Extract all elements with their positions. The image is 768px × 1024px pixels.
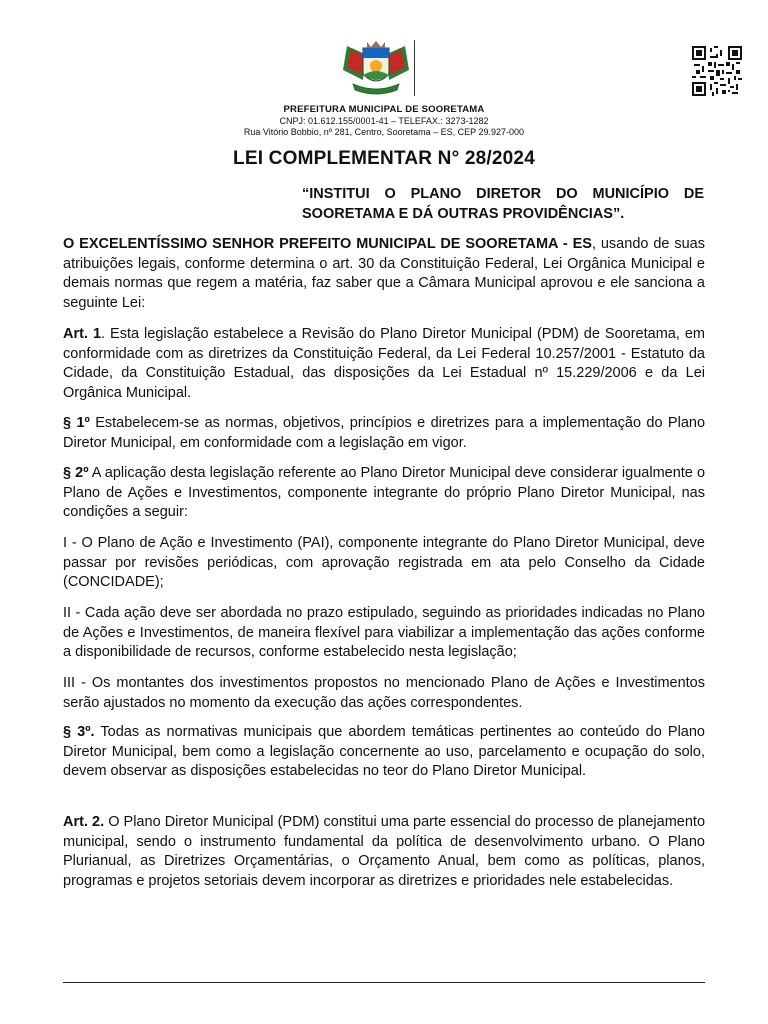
- paragraph-body: O Plano Diretor Municipal (PDM) constitui uma parte essencial do processo de planejamento municipal, sendo o instrumento fundamental da política de desenvolvimento urbano. O Plano Plurianual, as Diretrizes Orçamentárias, o Orçamento Anual, bem como as políticas, planos, programas e projetos setoriais devem incorporar as diretrizes e prioridades nele estabelecidas.: [63, 814, 706, 889]
- paragraph-lead: O EXCELENTÍSSIMO SENHOR PREFEITO MUNICIPAL DE SOORETAMA - ES: [63, 236, 592, 252]
- article-2-paragraph: [63, 813, 705, 891]
- paragraph-body: Todas as normativas municipais que abordem temáticas pertinentes ao conteúdo do Plano Diretor Municipal, bem como a legislação concernente ao uso, parcelamento e ocupação do solo, devem observar as disposições estabelecidas no teor do Plano Diretor Municipal.: [63, 724, 705, 779]
- paragraph-lead: § 1º: [63, 415, 90, 431]
- document-title: LEI COMPLEMENTAR N° 28/2024: [233, 148, 535, 169]
- qr-code-icon: [692, 46, 742, 96]
- org-name: PREFEITURA MUNICIPAL DE SOORETAMA: [283, 104, 485, 115]
- paragraph-lead: Art. 1: [63, 326, 102, 342]
- section-1-paragraph: [63, 414, 705, 453]
- item-ii-paragraph: [63, 604, 705, 663]
- paragraph-body: , usando de suas atribuições legais, conforme determina o art. 30 da Constituição Federal, Lei Orgânica Municipal e demais normas que regem a matéria, faz saber que a Câmara Municipal aprovou e ele sanciona a seguinte Lei:: [63, 236, 705, 311]
- paragraph-body: I - O Plano de Ação e Investimento (PAI), componente integrante do Plano Diretor Municipal, deve passar por revisões periódicas, com aprovação registrada em ata pelo Conselho da Cidade (CONCIDADE);: [63, 535, 705, 590]
- section-2-paragraph: [63, 464, 705, 523]
- paragraph-body: . Esta legislação estabelece a Revisão do Plano Diretor Municipal (PDM) de Sooretama, em conformidade com as diretrizes da Constituição Federal, da Lei Federal 10.257/2001 - Estatuto da Cidade, da Constituição Estadual, das disposições da Lei Estadual nº 15.229/2006 e da Lei Orgânica Municipal.: [63, 326, 705, 401]
- coat-of-arms-icon: [337, 40, 415, 96]
- paragraph-lead: § 3º.: [63, 724, 95, 740]
- paragraph-lead: § 2º: [63, 465, 89, 481]
- footer-divider: [63, 982, 705, 983]
- law-summary: “INSTITUI O PLANO DIRETOR DO MUNICÍPIO DE SOORETAMA E DÁ OUTRAS PROVIDÊNCIAS”.: [302, 186, 704, 222]
- item-i-paragraph: [63, 534, 705, 593]
- paragraph-lead: Art. 2.: [63, 814, 105, 830]
- paragraph-body: II - Cada ação deve ser abordada no prazo estipulado, seguindo as prioridades indicadas no Plano de Ações e Investimentos, de maneira flexível para viabilizar a implementação das ações conforme a disponibilidade de recursos, conforme estabelecido nesta legislação;: [63, 605, 705, 660]
- section-3-paragraph: [63, 723, 705, 782]
- item-iii-paragraph: [63, 674, 705, 713]
- paragraph-body: Estabelecem-se as normas, objetivos, princípios e diretrizes para a implementação do Plano Diretor Municipal, em conformidade com a legislação em vigor.: [63, 415, 706, 451]
- preamble-paragraph: [63, 235, 705, 313]
- article-1-paragraph: [63, 325, 705, 403]
- paragraph-body: III - Os montantes dos investimentos propostos no mencionado Plano de Ações e Investimentos serão ajustados no momento da execução das ações correspondentes.: [63, 675, 705, 711]
- paragraph-body: A aplicação desta legislação referente ao Plano Diretor Municipal deve considerar igualmente o Plano de Ações e Investimentos, componente integrante do próprio Plano Diretor Municipal, nas condições a seguir:: [63, 465, 706, 520]
- org-address: Rua Vitório Bobbio, nº 281, Centro, Sooretama – ES, CEP 29.927-000: [243, 127, 525, 137]
- org-contact: CNPJ: 01.612.155/0001-41 – TELEFAX.: 3273-1282: [279, 116, 489, 126]
